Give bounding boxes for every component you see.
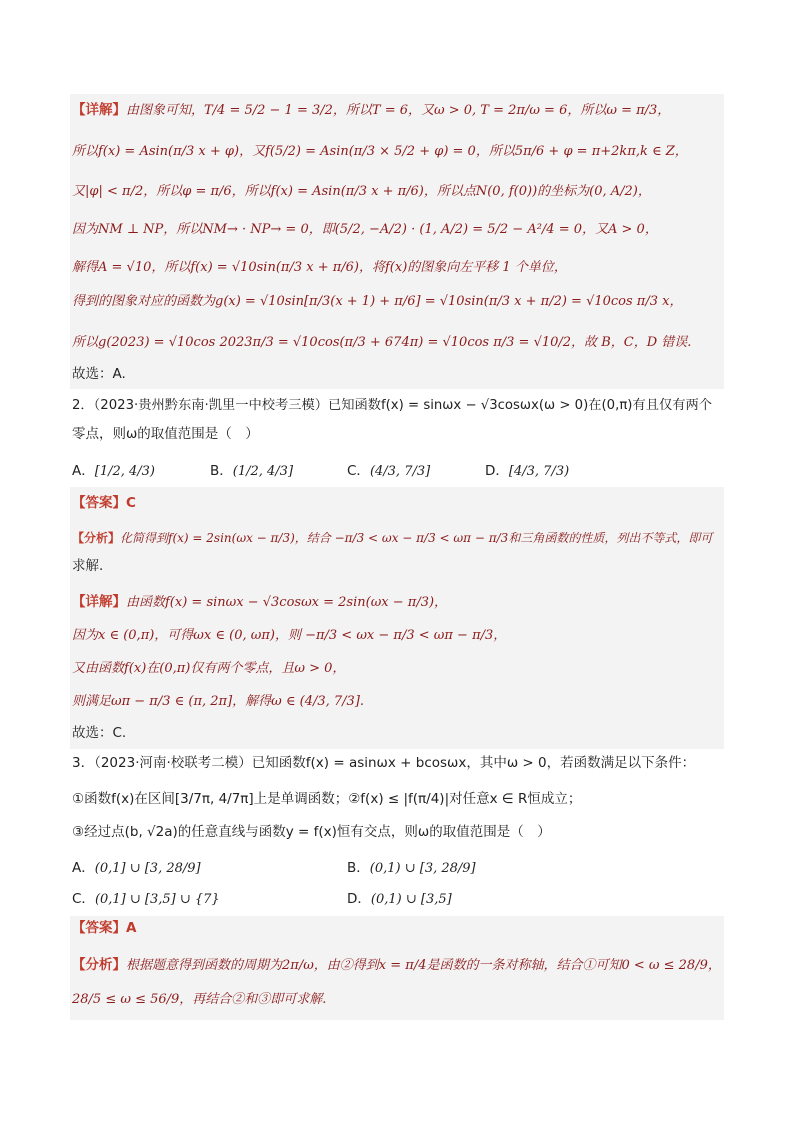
q2-option-b — [210, 461, 293, 482]
q2-detail-line-1 — [72, 592, 447, 613]
option-label: B． — [210, 463, 233, 479]
q2-option-d — [485, 461, 569, 482]
option-value: (1/2, 4/3] — [232, 464, 294, 479]
answer-value: A — [126, 920, 137, 936]
detail-line-7: 所以g(2023) = √10cos 2023π/3 = √10cos(π/3 + 674π) = √10cos π/3 = √10/2，故 B，C，D 错误. — [72, 335, 692, 350]
q2-detail-line-2: 因为x ∈ (0,π)，可得ωx ∈ (0, ωπ)，则 −π/3 < ωx − π/3 < ωπ − π/3， — [72, 628, 507, 643]
q2-analysis-line-1 — [72, 528, 712, 548]
q3-option-b — [347, 858, 476, 879]
detail-line-5: 解得A = √10，所以f(x) = √10sin(π/3 x + π/6)，将f(x)的图象向左平移 1 个单位， — [72, 260, 567, 275]
q3-option-a — [72, 858, 201, 879]
detail-text: 由函数f(x) = sinωx − √3cosωx = 2sin(ωx − π/3)， — [126, 595, 448, 610]
q2-option-a — [72, 461, 155, 482]
analysis-text: 根据题意得到函数的周期为2π/ω，由②得到x = π/4是函数的一条对称轴，结合①可知0 < ω ≤ 28/9， — [126, 958, 721, 973]
q2-detail-line-3: 又由函数f(x)在(0,π)仅有两个零点，且ω > 0， — [72, 661, 346, 676]
answer-value: C — [126, 495, 136, 511]
detail-tag: 【详解】 — [72, 594, 126, 610]
detail-line-2: 所以f(x) = Asin(π/3 x + φ)，又f(5/2) = Asin(π/3 × 5/2 + φ) = 0，所以5π/6 + φ = π+2kπ,k ∈ Z， — [72, 144, 688, 159]
detail-line-4: 因为NM ⊥ NP，所以NM→ · NP→ = 0，即(5/2, −A/2) · (1, A/2) = 5/2 − A²/4 = 0，又A > 0， — [72, 222, 658, 237]
q2-stem-line-1: 2．（2023·贵州黔东南·凯里一中校考三模）已知函数f(x) = sinωx − √3cosωx(ω > 0)在(0,π)有且仅有两个 — [72, 398, 712, 413]
option-value: (0,1) ∪ [3, 28/9] — [369, 861, 476, 876]
option-value: (4/3, 7/3] — [369, 464, 431, 479]
q2-option-c — [347, 461, 430, 482]
q2-choose: 故选：C. — [72, 725, 127, 741]
detail-tag: 【详解】 — [72, 102, 126, 118]
q3-analysis-line-1 — [72, 955, 721, 976]
detail-line-6: 得到的图象对应的函数为g(x) = √10sin[π/3(x + 1) + π/6] = √10sin(π/3 x + π/2) = √10cos π/3 x， — [72, 294, 683, 309]
analysis-tag: 【分析】 — [72, 531, 121, 545]
q3-analysis-line-2: 28/5 ≤ ω ≤ 56/9，再结合②和③即可求解. — [72, 992, 327, 1007]
option-label: C． — [72, 891, 95, 907]
q3-stem-line-3: ③经过点(b, √2a)的任意直线与函数y = f(x)恒有交点，则ω的取值范围是（ ） — [72, 824, 551, 840]
q2-analysis-line-2: 求解. — [72, 558, 104, 574]
detail-choose: 故选：A. — [72, 366, 126, 382]
q3-stem-line-1: 3．（2023·河南·校联考二模）已知函数f(x) = asinωx + bcosωx，其中ω > 0，若函数满足以下条件： — [72, 755, 696, 771]
q3-stem-line-2: ①函数f(x)在区间[3/7π, 4/7π]上是单调函数；②f(x) ≤ |f(π/4)|对任意x ∈ R恒成立； — [72, 791, 582, 807]
q3-option-c — [72, 889, 220, 910]
option-value: (0,1) ∪ [3,5] — [370, 892, 452, 907]
detail-line-1 — [72, 100, 670, 121]
option-label: D． — [347, 891, 371, 907]
option-value: (0,1] ∪ [3,5] ∪ {7} — [94, 892, 220, 907]
option-label: B． — [347, 860, 370, 876]
detail-text: 由图象可知，T/4 = 5/2 − 1 = 3/2，所以T = 6，又ω > 0, T = 2π/ω = 6，所以ω = π/3， — [126, 103, 671, 118]
option-value: (0,1] ∪ [3, 28/9] — [94, 861, 201, 876]
answer-tag: 【答案】 — [72, 495, 126, 511]
option-label: D． — [485, 463, 509, 479]
option-value: [1/2, 4/3) — [94, 464, 156, 479]
analysis-tag: 【分析】 — [72, 957, 126, 973]
q2-answer — [72, 493, 136, 513]
answer-tag: 【答案】 — [72, 920, 126, 936]
option-label: A． — [72, 463, 95, 479]
option-label: C． — [347, 463, 370, 479]
q2-stem-line-2: 零点，则ω的取值范围是（ ） — [72, 426, 259, 442]
analysis-text: 化简得到f(x) = 2sin(ωx − π/3)，结合 −π/3 < ωx − π/3 < ωπ − π/3和三角函数的性质，列出不等式，即可 — [120, 531, 713, 545]
q2-detail-line-4: 则满足ωπ − π/3 ∈ (π, 2π]，解得ω ∈ (4/3, 7/3]. — [72, 694, 365, 709]
option-label: A． — [72, 860, 95, 876]
q3-answer — [72, 918, 136, 938]
detail-line-3: 又|φ| < π/2，所以φ = π/6，所以f(x) = Asin(π/3 x + π/6)，所以点N(0, f(0))的坐标为(0, A/2)， — [72, 184, 651, 199]
option-value: [4/3, 7/3) — [508, 464, 570, 479]
q3-option-d — [347, 889, 452, 910]
